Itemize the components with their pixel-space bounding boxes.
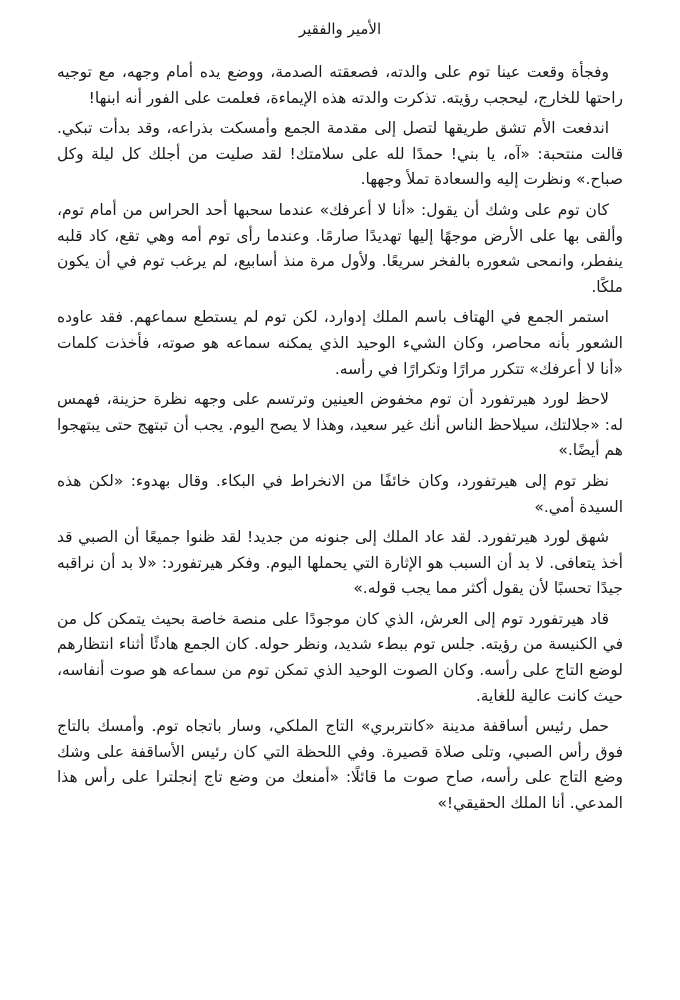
paragraph: نظر توم إلى هيرتفورد، وكان خائفًا من الانخراط في البكاء. وقال بهدوء: «لكن هذه السيدة أمي.» <box>57 471 623 516</box>
paragraph: قاد هيرتفورد توم إلى العرش، الذي كان موجودًا على منصة خاصة بحيث يتمكن كل من في الكنيسة من رؤيته. جلس توم ببطء شديد، ونظر حوله. كان الجمع هادئًا أثناء انتظارهم لوضع التاج على رأسه. وكان الصوت الوحيد الذي تمكن توم من سماعه هو صوت أنفاسه، حيث كانت عالية للغاية. <box>57 609 623 705</box>
paragraph: استمر الجمع في الهتاف باسم الملك إدوارد، لكن توم لم يستطع سماعهم. فقد عاوده الشعور بأنه محاصر، وكان الشيء الوحيد الذي يمكنه سماعه هو صوته، فأخذت كلمات «أنا لا أعرفك» تتكرر مرارًا وتكرارًا في رأسه. <box>57 308 623 378</box>
paragraph: اندفعت الأم تشق طريقها لتصل إلى مقدمة الجمع وأمسكت بذراعه، وقد بدأت تبكي. قالت منتحبة: «آه، يا بني! حمدًا لله على سلامتك! لقد صليت من أجلك كل ليلة وكل صباح.» ونظرت إليه والسعادة تملأ وجهها. <box>57 119 623 189</box>
paragraph: كان توم على وشك أن يقول: «أنا لا أعرفك» عندما سحبها أحد الحراس من أمام توم، وألقى بها على الأرض موجهًا إليها تهديدًا صارمًا. وعندما رأى توم أمه وهي تقع، كاد قلبه ينفطر، وانمحى شعوره بالفخر سريعًا. ولأول مرة منذ أسابيع، لم يرغب توم في أن يكون ملكًا. <box>57 200 623 296</box>
paragraph: وفجأة وقعت عينا توم على والدته، فصعقته الصدمة، ووضع يده أمام وجهه، مع توجيه راحتها للخارج، ليحجب رؤيته. تذكرت والدته هذه الإيماءة، فعلمت على الفور أنه ابنها! <box>57 63 623 107</box>
running-title: الأمير والفقير <box>298 20 382 38</box>
page-body <box>57 60 623 817</box>
paragraph: شهق لورد هيرتفورد. لقد عاد الملك إلى جنونه من جديد! لقد ظنوا جميعًا أن الصبي قد أخذ يتعافى. لا بد أن السبب هو الإثارة التي يحملها اليوم. وفكر هيرتفورد: «لا بد أن نراقبه جيدًا تحسبًا لأن يقول أكثر مما يجب قوله.» <box>57 528 623 598</box>
paragraph: لاحظ لورد هيرتفورد أن توم مخفوض العينين وترتسم على وجهه نظرة حزينة، فهمس له: «جلالتك، سيلاحظ الناس أنك غير سعيد، وهذا لا يصح اليوم. يجب أن تبتهج حتى يبتهجوا هم أيضًا.» <box>57 390 623 460</box>
paragraph: حمل رئيس أساقفة مدينة «كانتربري» التاج الملكي، وسار باتجاه توم. وأمسك بالتاج فوق رأس الصبي، وتلى صلاة قصيرة. وفي اللحظة التي كان رئيس الأساقفة على وشك وضع التاج على رأسه، صاح صوت ما قائلًا: «أمنعك من وضع تاج إنجلترا على رأس هذا المدعي. أنا الملك الحقيقي!» <box>57 717 623 813</box>
